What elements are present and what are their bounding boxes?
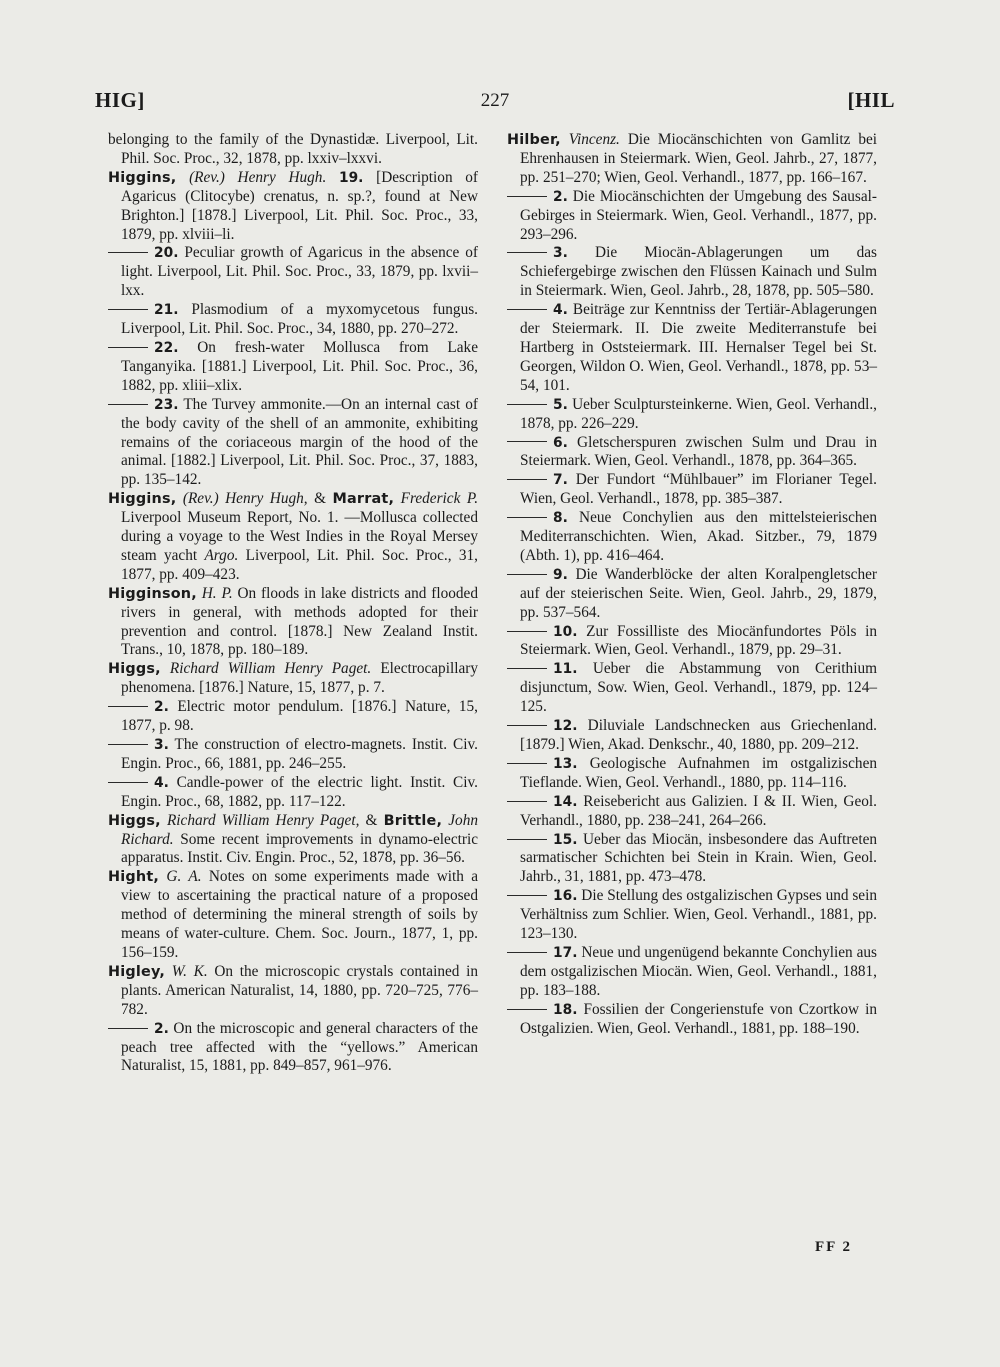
entry-number: 4. <box>154 774 169 791</box>
ditto-dash <box>507 441 547 442</box>
bibliography-entry <box>108 963 478 1020</box>
entry-text: Ueber Sculptursteinkerne. Wien, Geol. Verhandl., 1878, pp. 226–229. <box>520 395 877 432</box>
entry-text: Reisebericht aus Galizien. I & II. Wien, Geol. Verhandl., 1880, pp. 238–241, 264–266. <box>520 792 877 829</box>
ditto-dash <box>108 782 148 783</box>
entry-text: Notes on some experiments made with a view to ascertaining the practical nature of a proposed method of determining the mineral strength of soils by means of water-culture. Chem. Soc. Journ., 1877, 1, pp. 156–159. <box>121 868 479 961</box>
bibliography-entry <box>507 944 877 1001</box>
author-name: Hight, <box>108 869 160 886</box>
ditto-dash <box>108 252 148 253</box>
bibliography-entry <box>507 660 877 717</box>
ditto-dash <box>507 801 547 802</box>
entry-number: 4. <box>553 302 568 319</box>
author-given-names: G. A. <box>166 868 202 886</box>
entry-number: 14. <box>553 793 578 810</box>
entry-text: On fresh-water Mollusca from Lake Tanganyika. [1881.] Liverpool, Lit. Phil. Soc. Proc., 36, 1882, pp. xliii–xlix. <box>121 338 478 394</box>
ampersand: & <box>365 811 378 829</box>
bibliography-entry <box>507 717 877 755</box>
bibliography-entry <box>507 831 877 888</box>
ditto-dash <box>108 309 148 310</box>
coauthor-given-names: John Richard. <box>121 811 479 848</box>
entry-text: Die Miocänschichten von Gamlitz bei Ehrenhausen in Steiermark. Wien, Geol. Jahrb., 27, 1877, pp. 251–270; Wien, Geol. Verhandl., 1877, pp. 166–167. <box>520 131 878 186</box>
bibliography-entry <box>507 471 877 509</box>
ditto-dash <box>507 668 547 669</box>
entry-number: 16. <box>553 888 578 905</box>
author-name: Higgs, <box>108 661 161 678</box>
entry-number: 20. <box>154 245 179 262</box>
entry-number: 7. <box>553 472 568 489</box>
bibliography-entry <box>108 660 478 698</box>
entry-number: 3. <box>553 245 568 262</box>
entry-number: 9. <box>553 566 568 583</box>
entry-text: Der Fundort “Mühlbauer” im Florianer Tegel. Wien, Geol. Verhandl., 1878, pp. 385–387. <box>520 471 878 508</box>
entry-number: 6. <box>553 434 568 451</box>
bibliography-entry <box>108 490 478 585</box>
entry-text: Electrocapillary phenomena. [1876.] Nature, 15, 1877, p. 7. <box>121 660 478 697</box>
entry-number: 8. <box>553 510 568 527</box>
entry-text: Plasmodium of a myxomycetous fungus. Liverpool, Lit. Phil. Soc. Proc., 34, 1880, pp. 270–272. <box>121 301 478 338</box>
entry-number: 19. <box>338 169 364 186</box>
bibliography-entry <box>108 736 478 774</box>
entry-text: Candle-power of the electric light. Instit. Civ. Engin. Proc., 68, 1882, pp. 117–122. <box>121 773 478 810</box>
entry-number: 11. <box>553 661 578 678</box>
entry-text: Geologische Aufnahmen im ostgalizischen Tieflande. Wien, Geol. Verhandl., 1880, pp. 114–116. <box>520 754 878 791</box>
bibliography-entry <box>507 244 877 301</box>
bibliography-entry <box>108 244 478 301</box>
author-name: Higginson, <box>108 585 197 602</box>
ditto-dash <box>108 706 148 707</box>
coauthor-name: Marrat, <box>332 491 395 508</box>
entry-number: 13. <box>553 755 578 772</box>
entry-text: The Turvey ammonite.—On an internal cast of the body cavity of the shell of an ammonite, exhibiting remains of the coriaceous margin of the hood of the animal. [1882.] Liverpool, Lit. Phil. Soc. Proc., 37, 1883, pp. 135–142. <box>121 395 478 489</box>
entry-text: Fossilien der Congerienstufe von Czortkow in Ostgalizien. Wien, Geol. Verhandl., 1881, pp. 188–190. <box>520 1000 878 1037</box>
ditto-dash <box>108 744 148 745</box>
entry-number: 21. <box>154 302 179 319</box>
entry-number: 17. <box>553 944 578 961</box>
running-header <box>95 88 895 124</box>
author-given-names: (Rev.) Henry Hugh. <box>189 168 327 186</box>
entry-text: Neue und ungenügend bekannte Conchylien aus dem ostgalizischen Miocän. Wien, Geol. Verhandl., 1881, pp. 183–188. <box>520 943 877 999</box>
entry-text: On the microscopic and general characters of the peach tree affected with the “yellows.” American Naturalist, 15, 1881, pp. 849–857, 961–976. <box>121 1019 478 1075</box>
bibliography-entry <box>507 755 877 793</box>
ditto-dash <box>108 1028 148 1029</box>
bibliography-entry <box>507 1001 877 1039</box>
author-given-names: H. P. <box>201 584 233 602</box>
entry-text: Zur Fossilliste des Miocänfundortes Pöls in Steiermark. Wien, Geol. Verhandl., 1879, pp. 29–31. <box>520 622 877 659</box>
bibliography-entry <box>108 131 478 169</box>
page-number: 227 <box>480 90 510 111</box>
ditto-dash <box>507 725 547 726</box>
bibliography-entry <box>507 566 877 623</box>
bibliography-entry <box>108 169 478 245</box>
entry-text: Peculiar growth of Agaricus in the absence of light. Liverpool, Lit. Phil. Soc. Proc., 33, 1879, pp. lxvii–lxx. <box>121 244 478 300</box>
entry-text: Die Wanderblöcke der alten Koralpengletscher auf der steierischen Seite. Wien, Geol. Jahrb., 29, 1879, pp. 537–564. <box>520 565 878 621</box>
ditto-dash <box>507 196 547 197</box>
ditto-dash <box>108 347 148 348</box>
author-given-names: W. K. <box>171 962 208 980</box>
entry-text: Beiträge zur Kenntniss der Tertiär-Ablagerungen der Steiermark. II. Die zweite Mediterranstufe bei Hartberg in Oststeiermark. III. Hernalser Tegel bei St. Georgen, Wildon O. Wien, Geol. Verhandl., 1878, pp. 53–54, 101. <box>520 301 877 394</box>
entry-text: Ueber die Abstammung von Cerithium disjunctum, Sow. Wien, Geol. Verhandl., 1879, pp. 124–125. <box>520 660 877 716</box>
ditto-dash <box>507 631 547 632</box>
ditto-dash <box>507 309 547 310</box>
ditto-dash <box>507 895 547 896</box>
author-name: Higley, <box>108 963 166 980</box>
bibliography-entry <box>507 301 877 396</box>
header-right-guide: [HIL <box>847 88 895 112</box>
entry-text: [Description of Agaricus (Clitocybe) crenatus, n. sp.?, found at New Brighton.] [1878.] Liverpool, Lit. Phil. Soc. Proc., 33, 1879, pp. xlviii–li. <box>121 168 479 243</box>
bibliography-entry <box>108 812 478 869</box>
bibliography-entry <box>507 623 877 661</box>
entry-text: Die Miocänschichten der Umgebung des Sausal-Gebirges in Steiermark. Wien, Geol. Verhandl., 1877, pp. 293–296. <box>520 187 878 243</box>
author-given-names: Richard William Henry Paget. <box>169 660 372 678</box>
bibliography-entry <box>507 188 877 245</box>
coauthor-given-names: Frederick P. <box>400 490 479 508</box>
bibliography-entry <box>108 396 478 491</box>
entry-number: 22. <box>154 339 179 356</box>
author-given-names: (Rev.) Henry Hugh, <box>182 490 308 508</box>
bibliography-entry <box>507 887 877 944</box>
bibliography-entry <box>108 1020 478 1077</box>
author-name: Higgins, <box>108 491 177 508</box>
entry-text: Die Stellung des ostgalizischen Gypses und sein Verhältniss zum Schlier. Wien, Geol. Verhandl., 1881, pp. 123–130. <box>520 887 877 943</box>
bibliography-entry <box>108 585 478 661</box>
ditto-dash <box>507 479 547 480</box>
entry-text: The construction of electro-magnets. Instit. Civ. Engin. Proc., 66, 1881, pp. 246–255. <box>121 736 478 772</box>
entry-italic-text: Argo. <box>204 546 239 564</box>
author-name: Higgs, <box>108 812 161 829</box>
entry-number: 2. <box>154 699 169 716</box>
left-column <box>108 131 478 1076</box>
author-given-names: Vincenz. <box>568 131 620 148</box>
ditto-dash <box>507 839 547 840</box>
ditto-dash <box>507 952 547 953</box>
bibliography-entry <box>108 698 478 736</box>
entry-number: 2. <box>553 188 568 205</box>
entry-number: 3. <box>154 737 169 753</box>
coauthor-name: Brittle, <box>383 812 443 829</box>
entry-text: Diluviale Landschnecken aus Griechenland. [1879.] Wien, Akad. Denkschr., 40, 1880, pp. 209–212. <box>520 717 877 753</box>
entry-text: Electric motor pendulum. [1876.] Nature, 15, 1877, p. 98. <box>121 698 478 735</box>
entry-text: Gletscherspuren zwischen Sulm und Drau in Steiermark. Wien, Geol. Verhandl., 1878, pp. 364–365. <box>520 433 877 470</box>
author-name: Hilber, <box>507 132 561 148</box>
entry-number: 2. <box>154 1020 169 1037</box>
author-given-names: Richard William Henry Paget, <box>166 811 360 829</box>
bibliography-entry <box>108 301 478 339</box>
header-left-guide: HIG] <box>95 88 145 112</box>
entry-text: belonging to the family of the Dynastidæ. Liverpool, Lit. Phil. Soc. Proc., 32, 1878, pp. lxxiv–lxxvi. <box>108 131 478 167</box>
bibliography-entry <box>507 434 877 472</box>
entry-number: 12. <box>553 718 578 735</box>
bibliography-entry <box>507 396 877 434</box>
bibliography-entry <box>507 131 877 188</box>
ditto-dash <box>507 252 547 253</box>
bibliography-entry <box>108 774 478 812</box>
ampersand: & <box>314 490 326 508</box>
ditto-dash <box>507 574 547 575</box>
entry-text: Some recent improvements in dynamo-electric apparatus. Instit. Civ. Engin. Proc., 52, 1878, pp. 36–56. <box>121 830 479 867</box>
entry-number: 5. <box>553 396 568 413</box>
entry-number: 18. <box>553 1001 578 1018</box>
bibliography-entry <box>108 868 478 963</box>
right-column <box>507 131 877 1039</box>
entry-text: On floods in lake districts and flooded rivers in general, with methods adopted for their prevention and control. [1878.] New Zealand Instit. Trans., 10, 1878, pp. 180–189. <box>121 584 478 659</box>
bibliography-entry <box>507 509 877 566</box>
bibliography-entry <box>507 793 877 831</box>
bibliography-entry <box>108 339 478 396</box>
author-name: Higgins, <box>108 169 177 186</box>
entry-text-continued: Liverpool, Lit. Phil. Soc. Proc., 31, 1877, pp. 409–423. <box>121 546 479 583</box>
entry-text: Liverpool Museum Report, No. 1. —Mollusca collected during a voyage to the West Indies in the Royal Mersey steam yacht <box>121 509 478 564</box>
ditto-dash <box>507 404 547 405</box>
ditto-dash <box>507 763 547 764</box>
entry-text: Ueber das Miocän, insbesondere das Auftreten sarmatischer Schichten bei Stein in Krain. Wien, Geol. Jahrb., 31, 1881, pp. 473–478. <box>520 830 878 886</box>
entry-number: 23. <box>154 396 179 413</box>
entry-text: On the microscopic crystals contained in plants. American Naturalist, 14, 1880, pp. 720–725, 776–782. <box>121 962 478 1018</box>
entry-number: 15. <box>553 831 578 848</box>
signature-mark: FF 2 <box>815 1239 853 1255</box>
entry-text: Die Miocän-Ablagerungen um das Schiefergebirge zwischen den Flüssen Kainach und Sulm in Steiermark. Wien, Geol. Jahrb., 28, 1878, pp. 505–580. <box>520 244 878 300</box>
ditto-dash <box>507 517 547 518</box>
entry-text: Neue Conchylien aus den mittelsteierischen Mediterranschichten. Wien, Akad. Sitzber., 79, 1879 (Abth. 1), pp. 416–464. <box>520 509 877 564</box>
ditto-dash <box>507 1009 547 1010</box>
entry-number: 10. <box>553 623 578 640</box>
ditto-dash <box>108 404 148 405</box>
